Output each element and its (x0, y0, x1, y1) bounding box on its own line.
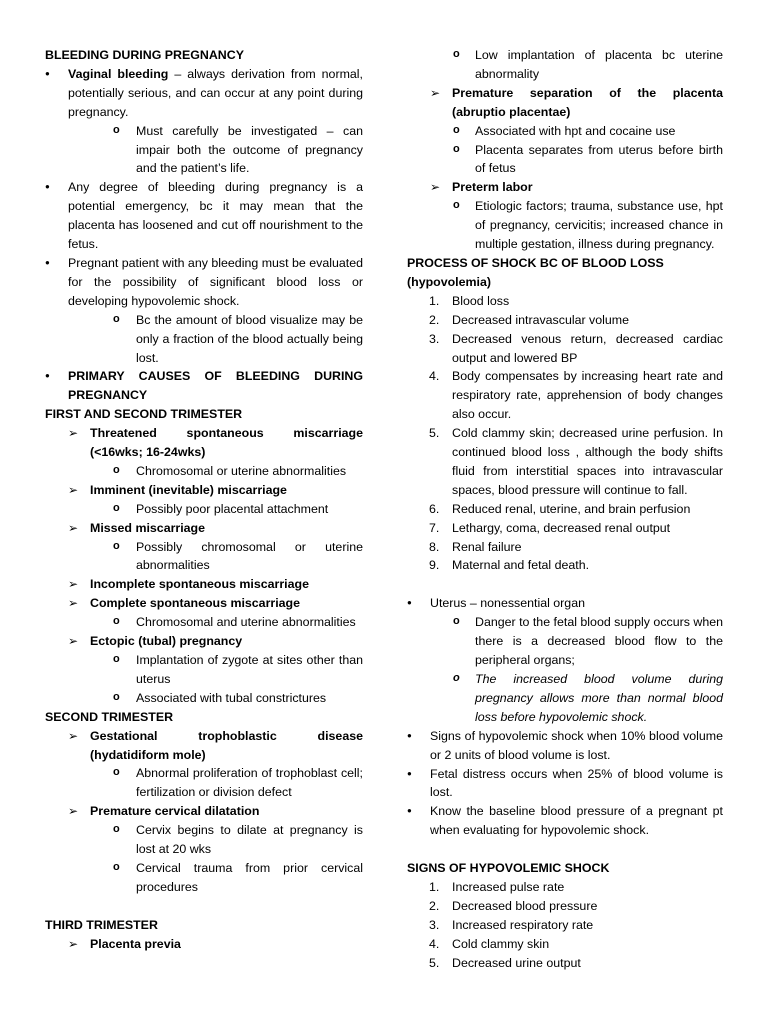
numbered-item (407, 330, 723, 368)
sub-bullet-item (407, 46, 723, 84)
numbered-item (407, 556, 723, 575)
numbered-item (407, 897, 723, 916)
list-number: 8. (429, 539, 440, 554)
item-text: Decreased blood pressure (452, 898, 598, 913)
sub-bullet-item (407, 122, 723, 141)
list-number: 1. (429, 880, 440, 895)
bullet-item (407, 594, 723, 613)
item-text: Uterus – nonessential organ (430, 596, 585, 611)
section-heading (407, 859, 723, 878)
item-text: Decreased intravascular volume (452, 312, 629, 327)
numbered-item (407, 500, 723, 519)
bold-term: Preterm labor (452, 180, 533, 195)
sub-bullet-item (45, 122, 363, 179)
bold-term: Premature separation of the placenta (abruptio placentae) (452, 85, 723, 119)
spacer (45, 897, 363, 916)
bold-term: Imminent (inevitable) miscarriage (90, 482, 287, 497)
right-column (407, 46, 723, 973)
item-text: Increased respiratory rate (452, 917, 594, 932)
item-text: Associated with tubal constrictures (136, 690, 327, 705)
sub-bullet-item (407, 197, 723, 254)
item-text: Low implantation of placenta bc uterine abnormality (475, 48, 723, 81)
numbered-item (407, 878, 723, 897)
sub-bullet-item (45, 613, 363, 632)
spacer (407, 840, 723, 859)
bullet-item (407, 727, 723, 765)
section-heading (45, 405, 363, 424)
list-number: 9. (429, 558, 440, 573)
numbered-item (407, 311, 723, 330)
item-text: Associated with hpt and cocaine use (475, 123, 676, 138)
list-number: 1. (429, 293, 440, 308)
sub-bullet-item (407, 613, 723, 670)
numbered-item (407, 367, 723, 424)
item-text: Placenta separates from uterus before birth of fetus (475, 142, 723, 176)
item-text: Chromosomal and uterine abnormalities (136, 615, 356, 630)
bold-term: Gestational trophoblastic disease (hydatidiform mole) (90, 728, 363, 762)
item-text: Signs of hypovolemic shock when 10% blood volume or 2 units of blood volume is lost. (430, 728, 723, 762)
sub-bullet-item (45, 311, 363, 368)
bold-term: Ectopic (tubal) pregnancy (90, 634, 243, 649)
bold-term: Missed miscarriage (90, 520, 206, 535)
item-text: Body compensates by increasing heart rate and respiratory rate, apprehension of body changes also occur. (452, 369, 723, 422)
numbered-item (407, 935, 723, 954)
section-heading (45, 708, 363, 727)
item-text: The increased blood volume during pregnancy allows more than normal blood loss before hypovolemic shock. (475, 672, 723, 724)
numbered-item (407, 519, 723, 538)
item-text: Blood loss (452, 293, 510, 308)
item-text: Know the baseline blood pressure of a pregnant pt when evaluating for hypovolemic shock. (430, 804, 723, 838)
arrow-item (407, 178, 723, 197)
sub-bullet-item (45, 821, 363, 859)
item-text: Implantation of zygote at sites other than uterus (136, 653, 363, 686)
left-column (45, 46, 363, 954)
sub-bullet-item (45, 859, 363, 897)
bullet-item (45, 367, 363, 405)
item-text: Cold clammy skin (452, 936, 550, 951)
item-text: Reduced renal, uterine, and brain perfusion (452, 501, 691, 516)
bullet-item (45, 178, 363, 254)
arrow-item (45, 519, 363, 538)
numbered-item (407, 538, 723, 557)
numbered-item (407, 292, 723, 311)
bold-term: Threatened spontaneous miscarriage (<16wks; 16-24wks) (90, 426, 363, 460)
item-text: Decreased urine output (452, 955, 581, 970)
item-text: Cold clammy skin; decreased urine perfusion. In continued blood loss , although the body shifts fluid from interstitial spaces into intravascular spaces, blood pressure will continue to fall. (452, 426, 723, 497)
arrow-item (407, 84, 723, 122)
spacer (407, 575, 723, 594)
list-number: 6. (429, 501, 440, 516)
bold-term: Premature cervical dilatation (90, 804, 260, 819)
sub-bullet-item (407, 670, 723, 727)
item-text: Abnormal proliferation of trophoblast cell; fertilization or division defect (136, 766, 363, 800)
item-text: Renal failure (452, 539, 522, 554)
sub-bullet-item (45, 462, 363, 481)
item-text: Possibly poor placental attachment (136, 501, 329, 516)
sub-bullet-item (45, 651, 363, 689)
numbered-item (407, 954, 723, 973)
item-text: Increased pulse rate (452, 880, 565, 895)
bold-term: Incomplete spontaneous miscarriage (90, 577, 309, 592)
arrow-item (45, 632, 363, 651)
list-number: 7. (429, 520, 440, 535)
bold-term: Placenta previa (90, 936, 181, 951)
bold-term: Vaginal bleeding (68, 66, 169, 81)
section-heading (45, 916, 363, 935)
bullet-item (407, 802, 723, 840)
item-text: Any degree of bleeding during pregnancy is a potential emergency, bc it may mean that the placenta has loosened and cut off nourishment to the fetus. (68, 180, 363, 252)
bullet-item (407, 765, 723, 803)
list-number: 4. (429, 936, 440, 951)
item-text: Must carefully be investigated – can impair both the outcome of pregnancy and the patient’s life. (136, 123, 363, 176)
item-text: SIGNS OF HYPOVOLEMIC SHOCK (407, 861, 610, 876)
section-heading (45, 46, 363, 65)
numbered-item (407, 916, 723, 935)
item-text: SECOND TRIMESTER (45, 709, 174, 724)
item-text: Danger to the fetal blood supply occurs when there is a decreased blood flow to the peripheral organs; (475, 615, 723, 668)
bold-term: PRIMARY CAUSES OF BLEEDING DURING PREGNANCY (68, 369, 363, 403)
arrow-item (45, 802, 363, 821)
item-text: BLEEDING DURING PREGNANCY (45, 48, 244, 62)
arrow-item (45, 935, 363, 954)
arrow-item (45, 727, 363, 765)
item-text: Lethargy, coma, decreased renal output (452, 520, 671, 535)
arrow-item (45, 424, 363, 462)
arrow-item (45, 594, 363, 613)
bullet-item (45, 254, 363, 311)
list-number: 3. (429, 917, 440, 932)
item-text: Bc the amount of blood visualize may be only a fraction of the blood actually being lost. (136, 312, 363, 365)
item-text: Decreased venous return, decreased cardiac output and lowered BP (452, 331, 723, 365)
item-text: Fetal distress occurs when 25% of blood volume is lost. (430, 766, 723, 800)
sub-bullet-item (45, 500, 363, 519)
list-number: 5. (429, 955, 440, 970)
list-number: 5. (429, 426, 440, 441)
item-text: THIRD TRIMESTER (45, 917, 158, 932)
item-text: Maternal and fetal death. (452, 558, 590, 573)
list-number: 2. (429, 312, 440, 327)
item-text: Pregnant patient with any bleeding must be evaluated for the possibility of significant blood loss or developing hypovolemic shock. (68, 255, 363, 308)
sub-bullet-item (45, 764, 363, 802)
list-number: 4. (429, 369, 440, 384)
bullet-item (45, 65, 363, 122)
item-text: Cervix begins to dilate at pregnancy is lost at 20 wks (136, 823, 363, 857)
arrow-item (45, 575, 363, 594)
item-text: Etiologic factors; trauma, substance use, hpt of pregnancy, cervicitis; increased chance in multiple gestation, illness during pregnancy. (475, 199, 723, 252)
item-text: Cervical trauma from prior cervical procedures (136, 860, 363, 894)
sub-bullet-item (407, 141, 723, 179)
item-text: – always derivation from normal, potentially serious, and can occur at any point during pregnancy. (68, 66, 363, 119)
sub-bullet-item (45, 689, 363, 708)
item-text: Possibly chromosomal or uterine abnormalities (136, 539, 363, 573)
bold-term: Complete spontaneous miscarriage (90, 596, 301, 611)
item-text: Chromosomal or uterine abnormalities (136, 463, 347, 478)
sub-bullet-item (45, 538, 363, 576)
numbered-item (407, 424, 723, 500)
list-number: 2. (429, 898, 440, 913)
arrow-item (45, 481, 363, 500)
list-number: 3. (429, 331, 440, 346)
section-heading (407, 254, 723, 292)
item-text: FIRST AND SECOND TRIMESTER (45, 407, 243, 422)
item-text: PROCESS OF SHOCK BC OF BLOOD LOSS (hypovolemia) (407, 255, 664, 289)
